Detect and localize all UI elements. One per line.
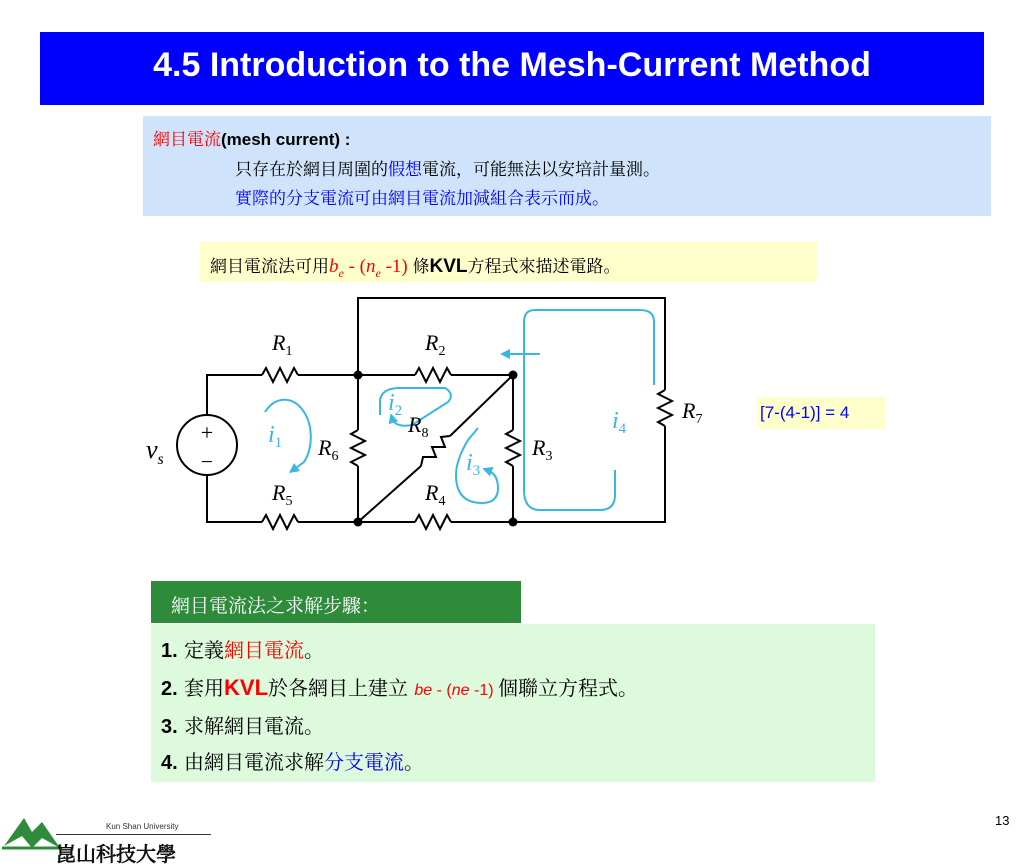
label-i1-sub: 1 bbox=[274, 435, 283, 451]
logo-brand-text: 崑山科技大學 bbox=[56, 842, 176, 866]
definition-line-1 bbox=[235, 155, 660, 180]
definition-line-1a: 只存在於網目周圍的 bbox=[235, 160, 388, 180]
resistor-r4 bbox=[415, 515, 451, 529]
steps-heading: 網目電流法之求解步驟： bbox=[171, 595, 381, 617]
label-r1-sub: 1 bbox=[285, 344, 293, 359]
steps-box bbox=[151, 624, 875, 782]
steps-heading-box bbox=[151, 581, 521, 623]
kvl-note-ne: n bbox=[365, 256, 376, 277]
source-minus: − bbox=[200, 449, 214, 474]
kvl-note-suffix: 方程式來描述電路。 bbox=[467, 257, 621, 277]
step-1-mesh-current: 網目電流 bbox=[224, 638, 305, 662]
label-r4-sub: 4 bbox=[438, 494, 446, 509]
resistor-r3 bbox=[506, 430, 520, 466]
logo-emblem-icon bbox=[2, 808, 62, 858]
step-4: 4. 由網目電流求解分支電流。 bbox=[161, 750, 425, 774]
page-title: 4.5 Introduction to the Mesh-Current Method bbox=[153, 46, 871, 84]
kvl-note-be-sub: e bbox=[338, 265, 344, 280]
label-i2: i bbox=[388, 390, 395, 416]
ratio-text: [7-(4-1)] = 4 bbox=[760, 403, 850, 422]
node-a bbox=[354, 371, 363, 380]
svg-text:R7 bbox=[681, 398, 702, 427]
wire-top-left bbox=[207, 375, 262, 420]
label-r2: R bbox=[425, 330, 439, 355]
node-c bbox=[354, 518, 363, 527]
step-4-branch-current: 分支電流 bbox=[324, 750, 405, 774]
definition-term-en: (mesh current) : bbox=[221, 130, 351, 149]
source-plus: + bbox=[200, 420, 214, 445]
circuit-diagram bbox=[140, 290, 740, 550]
svg-text:vs bbox=[146, 435, 164, 468]
svg-text:R6 bbox=[317, 435, 338, 464]
definition-term-line bbox=[153, 125, 350, 150]
kvl-note bbox=[210, 252, 620, 281]
ratio-box bbox=[757, 397, 886, 429]
logo-university-name: Kun Shan University bbox=[106, 822, 179, 831]
label-r7: R bbox=[682, 398, 696, 423]
svg-text:i2 bbox=[388, 390, 402, 419]
resistor-r1 bbox=[262, 368, 298, 382]
label-i4: i bbox=[612, 408, 619, 434]
title-bar bbox=[40, 32, 984, 105]
label-r4: R bbox=[425, 480, 439, 505]
definition-line-1c: 電流，可能無法以安培計量測。 bbox=[422, 160, 660, 180]
svg-text:i4 bbox=[612, 408, 627, 437]
label-r8: R bbox=[408, 412, 422, 437]
label-r5-sub: 5 bbox=[285, 494, 293, 509]
resistor-r5 bbox=[262, 515, 298, 529]
svg-text:i3 bbox=[466, 450, 480, 479]
svg-text:R3 bbox=[531, 435, 552, 464]
kvl-note-box bbox=[200, 242, 817, 282]
definition-imaginary: 假想 bbox=[388, 160, 422, 180]
label-r8-sub: 8 bbox=[421, 426, 429, 441]
svg-text:i1 bbox=[268, 422, 282, 451]
kvl-note-be: b bbox=[329, 256, 339, 277]
kvl-note-close: -1) bbox=[380, 256, 413, 277]
label-r5: R bbox=[272, 480, 286, 505]
mesh-i4-arrow bbox=[524, 310, 654, 510]
label-r6-sub: 6 bbox=[331, 449, 339, 464]
label-vs-sub: s bbox=[157, 451, 164, 468]
label-r7-sub: 7 bbox=[695, 412, 703, 427]
step-2: 2. 套用KVL於各網目上建立 be - (ne -1) 個聯立方程式。 bbox=[161, 675, 638, 700]
logo-rule bbox=[56, 834, 211, 835]
step-2-kvl: KVL bbox=[224, 675, 269, 700]
step-1: 1. 定義網目電流。 bbox=[161, 638, 325, 662]
label-i4-sub: 4 bbox=[618, 421, 627, 437]
page-number: 13 bbox=[995, 813, 1010, 828]
label-i3-sub: 3 bbox=[472, 463, 481, 479]
svg-text:R1 bbox=[271, 330, 292, 359]
svg-text:R2 bbox=[424, 330, 445, 359]
label-i2-sub: 2 bbox=[394, 403, 403, 419]
label-vs: v bbox=[146, 435, 158, 464]
label-r6: R bbox=[318, 435, 332, 460]
node-d bbox=[509, 518, 518, 527]
label-r3-sub: 3 bbox=[545, 449, 553, 464]
resistor-r6 bbox=[351, 430, 365, 466]
resistor-r2 bbox=[415, 368, 451, 382]
kvl-note-ne-sub: e bbox=[375, 265, 381, 280]
label-r3: R bbox=[532, 435, 546, 460]
svg-text:R5 bbox=[271, 480, 292, 509]
kvl-note-mid: - ( bbox=[343, 256, 366, 277]
step-3: 3. 求解網目電流。 bbox=[161, 714, 325, 738]
kvl-note-prefix: 網目電流法可用 bbox=[210, 257, 329, 277]
university-logo bbox=[0, 800, 240, 866]
label-i1: i bbox=[268, 422, 275, 448]
label-i3: i bbox=[466, 450, 473, 476]
resistor-r7 bbox=[658, 390, 672, 426]
node-b bbox=[509, 371, 518, 380]
definition-box bbox=[143, 116, 991, 216]
kvl-note-kvl: KVL bbox=[429, 256, 468, 277]
definition-term: 網目電流 bbox=[153, 130, 221, 150]
definition-line-2: 實際的分支電流可由網目電流加減組合表示而成。 bbox=[235, 189, 609, 209]
label-r1: R bbox=[272, 330, 286, 355]
label-r2-sub: 2 bbox=[438, 344, 446, 359]
kvl-note-tiao: 條 bbox=[412, 257, 430, 277]
svg-text:R4 bbox=[424, 480, 445, 509]
